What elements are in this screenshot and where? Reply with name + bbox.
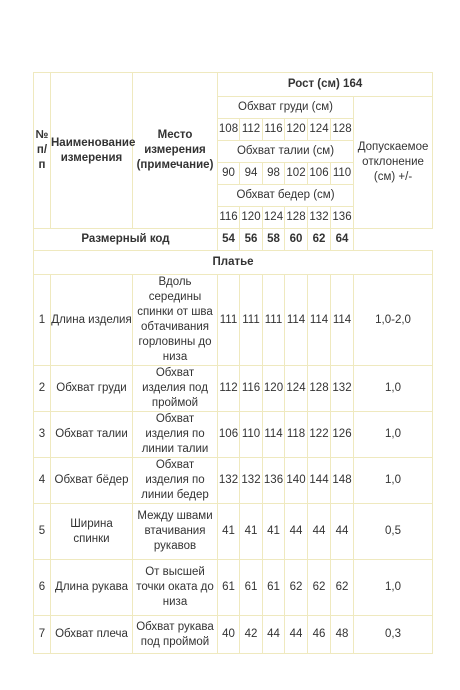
size-code-value: 54 <box>218 229 240 251</box>
tolerance-value: 1,0 <box>354 366 433 412</box>
measurement-value: 111 <box>240 275 263 366</box>
hip-size-value: 128 <box>285 207 308 229</box>
measurement-name: Обхват груди <box>51 366 133 412</box>
measurement-value: 132 <box>240 458 263 504</box>
measurement-value: 44 <box>263 616 285 654</box>
measurement-value: 41 <box>240 504 263 560</box>
size-code-value: 62 <box>308 229 331 251</box>
measurement-value: 122 <box>308 412 331 458</box>
hip-size-value: 120 <box>240 207 263 229</box>
measurement-value: 44 <box>331 504 354 560</box>
measurement-value: 114 <box>308 275 331 366</box>
measurement-value: 132 <box>218 458 240 504</box>
measurement-value: 114 <box>285 275 308 366</box>
measurement-value: 61 <box>218 560 240 616</box>
measurement-name: Обхват бёдер <box>51 458 133 504</box>
row-number: 6 <box>34 560 51 616</box>
tolerance-value: 1,0 <box>354 412 433 458</box>
measurement-value: 110 <box>240 412 263 458</box>
table-row <box>34 458 433 504</box>
measurement-value: 46 <box>308 616 331 654</box>
measurement-place: Обхват рукава под проймой <box>133 616 218 654</box>
measurement-value: 140 <box>285 458 308 504</box>
row-number: 4 <box>34 458 51 504</box>
measurement-value: 62 <box>308 560 331 616</box>
measurement-value: 114 <box>331 275 354 366</box>
measurement-value: 118 <box>285 412 308 458</box>
row-number: 3 <box>34 412 51 458</box>
measurement-value: 106 <box>218 412 240 458</box>
tolerance-value: 0,3 <box>354 616 433 654</box>
header-place: Место измерения (примечание) <box>133 73 218 229</box>
waist-size-value: 94 <box>240 163 263 185</box>
header-name: Наименование измерения <box>51 73 133 229</box>
header-number: № п/п <box>34 73 51 229</box>
header-tolerance: Допускаемое отклонение (см) +/- <box>354 97 433 229</box>
tolerance-value: 0,5 <box>354 504 433 560</box>
table-row <box>34 616 433 654</box>
row-number: 1 <box>34 275 51 366</box>
tolerance-value: 1,0 <box>354 458 433 504</box>
measurement-place: Вдоль середины спинки от шва обтачивания горловины до низа <box>133 275 218 366</box>
header-hip-label: Обхват бедер (см) <box>218 185 354 207</box>
measurement-value: 44 <box>285 616 308 654</box>
table-row <box>34 504 433 560</box>
chest-size-value: 120 <box>285 119 308 141</box>
chest-size-value: 128 <box>331 119 354 141</box>
hip-size-value: 132 <box>308 207 331 229</box>
measurement-value: 128 <box>308 366 331 412</box>
waist-size-value: 98 <box>263 163 285 185</box>
measurement-name: Обхват плеча <box>51 616 133 654</box>
measurement-value: 61 <box>240 560 263 616</box>
measurement-place: Обхват изделия по линии талии <box>133 412 218 458</box>
size-code-value: 58 <box>263 229 285 251</box>
size-code-value: 64 <box>331 229 354 251</box>
chest-size-value: 116 <box>263 119 285 141</box>
measurement-place: Обхват изделия под проймой <box>133 366 218 412</box>
measurement-name: Длина изделия <box>51 275 133 366</box>
size-code-value: 56 <box>240 229 263 251</box>
measurement-value: 111 <box>263 275 285 366</box>
measurement-value: 124 <box>285 366 308 412</box>
tolerance-value: 1,0-2,0 <box>354 275 433 366</box>
waist-size-value: 106 <box>308 163 331 185</box>
tolerance-value: 1,0 <box>354 560 433 616</box>
row-number: 2 <box>34 366 51 412</box>
waist-size-value: 110 <box>331 163 354 185</box>
chest-size-value: 124 <box>308 119 331 141</box>
measurement-value: 44 <box>285 504 308 560</box>
measurement-value: 111 <box>218 275 240 366</box>
header-chest-label: Обхват груди (см) <box>218 97 354 119</box>
measurement-value: 126 <box>331 412 354 458</box>
measurement-value: 41 <box>263 504 285 560</box>
measurement-place: Между швами втачивания рукавов <box>133 504 218 560</box>
hip-size-value: 116 <box>218 207 240 229</box>
section-title: Платье <box>34 251 433 275</box>
table-row <box>34 412 433 458</box>
size-code-label: Размерный код <box>34 229 218 251</box>
hip-size-value: 124 <box>263 207 285 229</box>
measurement-place: Обхват изделия по линии бедер <box>133 458 218 504</box>
chest-size-value: 108 <box>218 119 240 141</box>
size-chart-table <box>33 72 433 654</box>
measurement-name: Обхват талии <box>51 412 133 458</box>
measurement-value: 61 <box>263 560 285 616</box>
measurement-name: Ширина спинки <box>51 504 133 560</box>
measurement-value: 42 <box>240 616 263 654</box>
header-waist-label: Обхват талии (см) <box>218 141 354 163</box>
measurement-value: 62 <box>285 560 308 616</box>
measurement-value: 40 <box>218 616 240 654</box>
measurement-value: 44 <box>308 504 331 560</box>
measurement-value: 136 <box>263 458 285 504</box>
measurement-place: От высшей точки оката до низа <box>133 560 218 616</box>
size-code-value: 60 <box>285 229 308 251</box>
measurement-value: 48 <box>331 616 354 654</box>
measurement-value: 116 <box>240 366 263 412</box>
measurement-value: 120 <box>263 366 285 412</box>
measurement-name: Длина рукава <box>51 560 133 616</box>
row-number: 5 <box>34 504 51 560</box>
measurement-value: 148 <box>331 458 354 504</box>
measurement-value: 62 <box>331 560 354 616</box>
measurement-value: 132 <box>331 366 354 412</box>
measurement-value: 41 <box>218 504 240 560</box>
row-number: 7 <box>34 616 51 654</box>
measurement-value: 112 <box>218 366 240 412</box>
measurement-value: 114 <box>263 412 285 458</box>
table-row <box>34 366 433 412</box>
table-row <box>34 275 433 366</box>
table-row <box>34 560 433 616</box>
waist-size-value: 90 <box>218 163 240 185</box>
chest-size-value: 112 <box>240 119 263 141</box>
waist-size-value: 102 <box>285 163 308 185</box>
header-height: Рост (см) 164 <box>218 73 433 97</box>
hip-size-value: 136 <box>331 207 354 229</box>
measurement-value: 144 <box>308 458 331 504</box>
